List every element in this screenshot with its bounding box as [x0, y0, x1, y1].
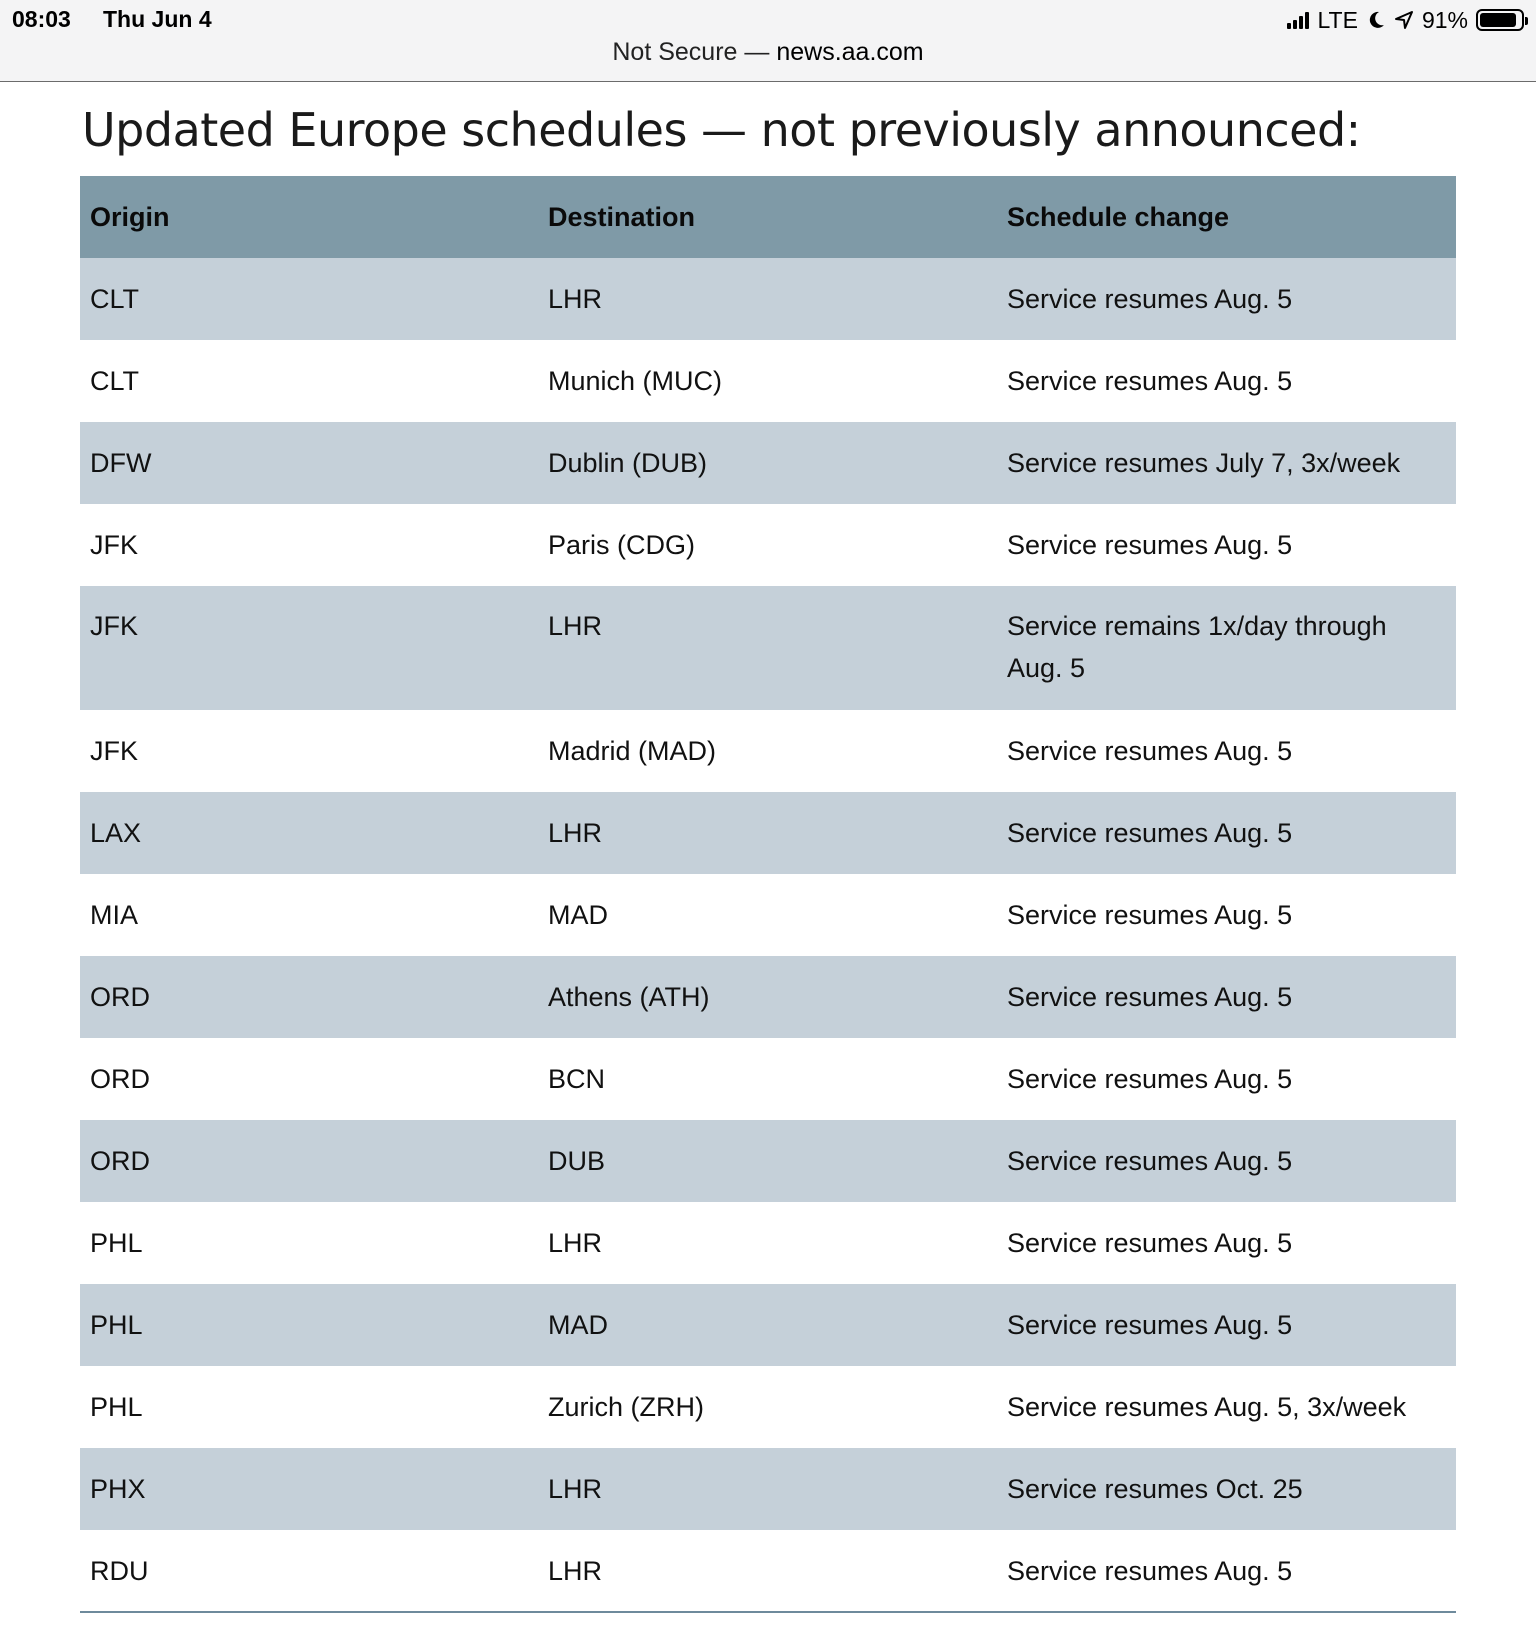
cell-destination: Munich (MUC)	[538, 340, 997, 422]
cell-origin: JFK	[80, 710, 538, 792]
cell-schedule-change: Service resumes Oct. 25	[997, 1448, 1456, 1530]
cell-destination: LHR	[538, 258, 997, 340]
cell-destination: DUB	[538, 1120, 997, 1202]
cell-origin: MIA	[80, 874, 538, 956]
column-header-destination: Destination	[538, 176, 997, 258]
cell-schedule-change: Service resumes Aug. 5	[997, 504, 1456, 586]
cell-origin: CLT	[80, 340, 538, 422]
cell-origin: ORD	[80, 956, 538, 1038]
cell-schedule-change: Service resumes Aug. 5	[997, 710, 1456, 792]
cell-origin: ORD	[80, 1038, 538, 1120]
cell-destination: LHR	[538, 586, 997, 710]
cell-destination: Madrid (MAD)	[538, 710, 997, 792]
cell-schedule-change: Service remains 1x/day through Aug. 5	[997, 586, 1456, 710]
table-header-row	[80, 176, 1456, 258]
security-label: Not Secure —	[612, 38, 770, 66]
battery-percent: 91%	[1421, 6, 1468, 33]
cell-schedule-change: Service resumes July 7, 3x/week	[997, 422, 1456, 504]
cell-origin: CLT	[80, 258, 538, 340]
table-row	[80, 956, 1456, 1038]
cell-schedule-change: Service resumes Aug. 5	[997, 956, 1456, 1038]
cell-schedule-change: Service resumes Aug. 5	[997, 1038, 1456, 1120]
status-date: Thu Jun 4	[103, 6, 212, 32]
page-title: Updated Europe schedules — not previously announced:	[82, 103, 1361, 157]
table-row	[80, 1120, 1456, 1202]
moon-icon	[1366, 10, 1386, 30]
cell-origin: JFK	[80, 586, 538, 710]
cell-schedule-change: Service resumes Aug. 5	[997, 1284, 1456, 1366]
cell-schedule-change: Service resumes Aug. 5	[997, 258, 1456, 340]
status-bar	[0, 0, 1536, 82]
table-row	[80, 422, 1456, 504]
cell-destination: LHR	[538, 792, 997, 874]
cell-schedule-change: Service resumes Aug. 5	[997, 1120, 1456, 1202]
table-row	[80, 1530, 1456, 1612]
url-host: news.aa.com	[776, 38, 924, 66]
battery-icon	[1476, 9, 1524, 31]
battery-level	[1480, 13, 1516, 27]
cell-schedule-change: Service resumes Aug. 5	[997, 1530, 1456, 1612]
column-header-origin: Origin	[80, 176, 538, 258]
table-row	[80, 1448, 1456, 1530]
cell-destination: LHR	[538, 1530, 997, 1612]
table-row	[80, 1284, 1456, 1366]
cell-schedule-change: Service resumes Aug. 5, 3x/week	[997, 1366, 1456, 1448]
table-row	[80, 504, 1456, 586]
cell-schedule-change: Service resumes Aug. 5	[997, 340, 1456, 422]
cell-destination: MAD	[538, 874, 997, 956]
table-row	[80, 586, 1456, 710]
cell-origin: PHL	[80, 1284, 538, 1366]
table-row	[80, 792, 1456, 874]
cell-origin: PHX	[80, 1448, 538, 1530]
column-header-schedule-change: Schedule change	[997, 176, 1456, 258]
location-arrow-icon	[1394, 10, 1414, 30]
cell-origin: LAX	[80, 792, 538, 874]
schedule-table	[80, 176, 1456, 1613]
cell-destination: BCN	[538, 1038, 997, 1120]
cell-destination: MAD	[538, 1284, 997, 1366]
cell-schedule-change: Service resumes Aug. 5	[997, 1202, 1456, 1284]
cell-destination: Paris (CDG)	[538, 504, 997, 586]
table-row	[80, 874, 1456, 956]
signal-icon	[1287, 11, 1309, 29]
network-type: LTE	[1317, 6, 1358, 33]
cell-destination: Zurich (ZRH)	[538, 1366, 997, 1448]
table-row	[80, 1202, 1456, 1284]
cell-schedule-change: Service resumes Aug. 5	[997, 792, 1456, 874]
cell-origin: PHL	[80, 1202, 538, 1284]
cell-origin: ORD	[80, 1120, 538, 1202]
table-row	[80, 1366, 1456, 1448]
address-bar[interactable]	[0, 38, 1536, 67]
table-row	[80, 710, 1456, 792]
cell-destination: Athens (ATH)	[538, 956, 997, 1038]
cell-destination: LHR	[538, 1448, 997, 1530]
cell-origin: RDU	[80, 1530, 538, 1612]
cell-origin: DFW	[80, 422, 538, 504]
status-time: 08:03	[12, 6, 71, 32]
cell-origin: JFK	[80, 504, 538, 586]
cell-destination: Dublin (DUB)	[538, 422, 997, 504]
cell-origin: PHL	[80, 1366, 538, 1448]
article-content	[80, 82, 1456, 1613]
status-indicators	[1287, 4, 1524, 36]
table-row	[80, 258, 1456, 340]
table-row	[80, 340, 1456, 422]
cell-destination: LHR	[538, 1202, 997, 1284]
table-row	[80, 1038, 1456, 1120]
cell-schedule-change: Service resumes Aug. 5	[997, 874, 1456, 956]
